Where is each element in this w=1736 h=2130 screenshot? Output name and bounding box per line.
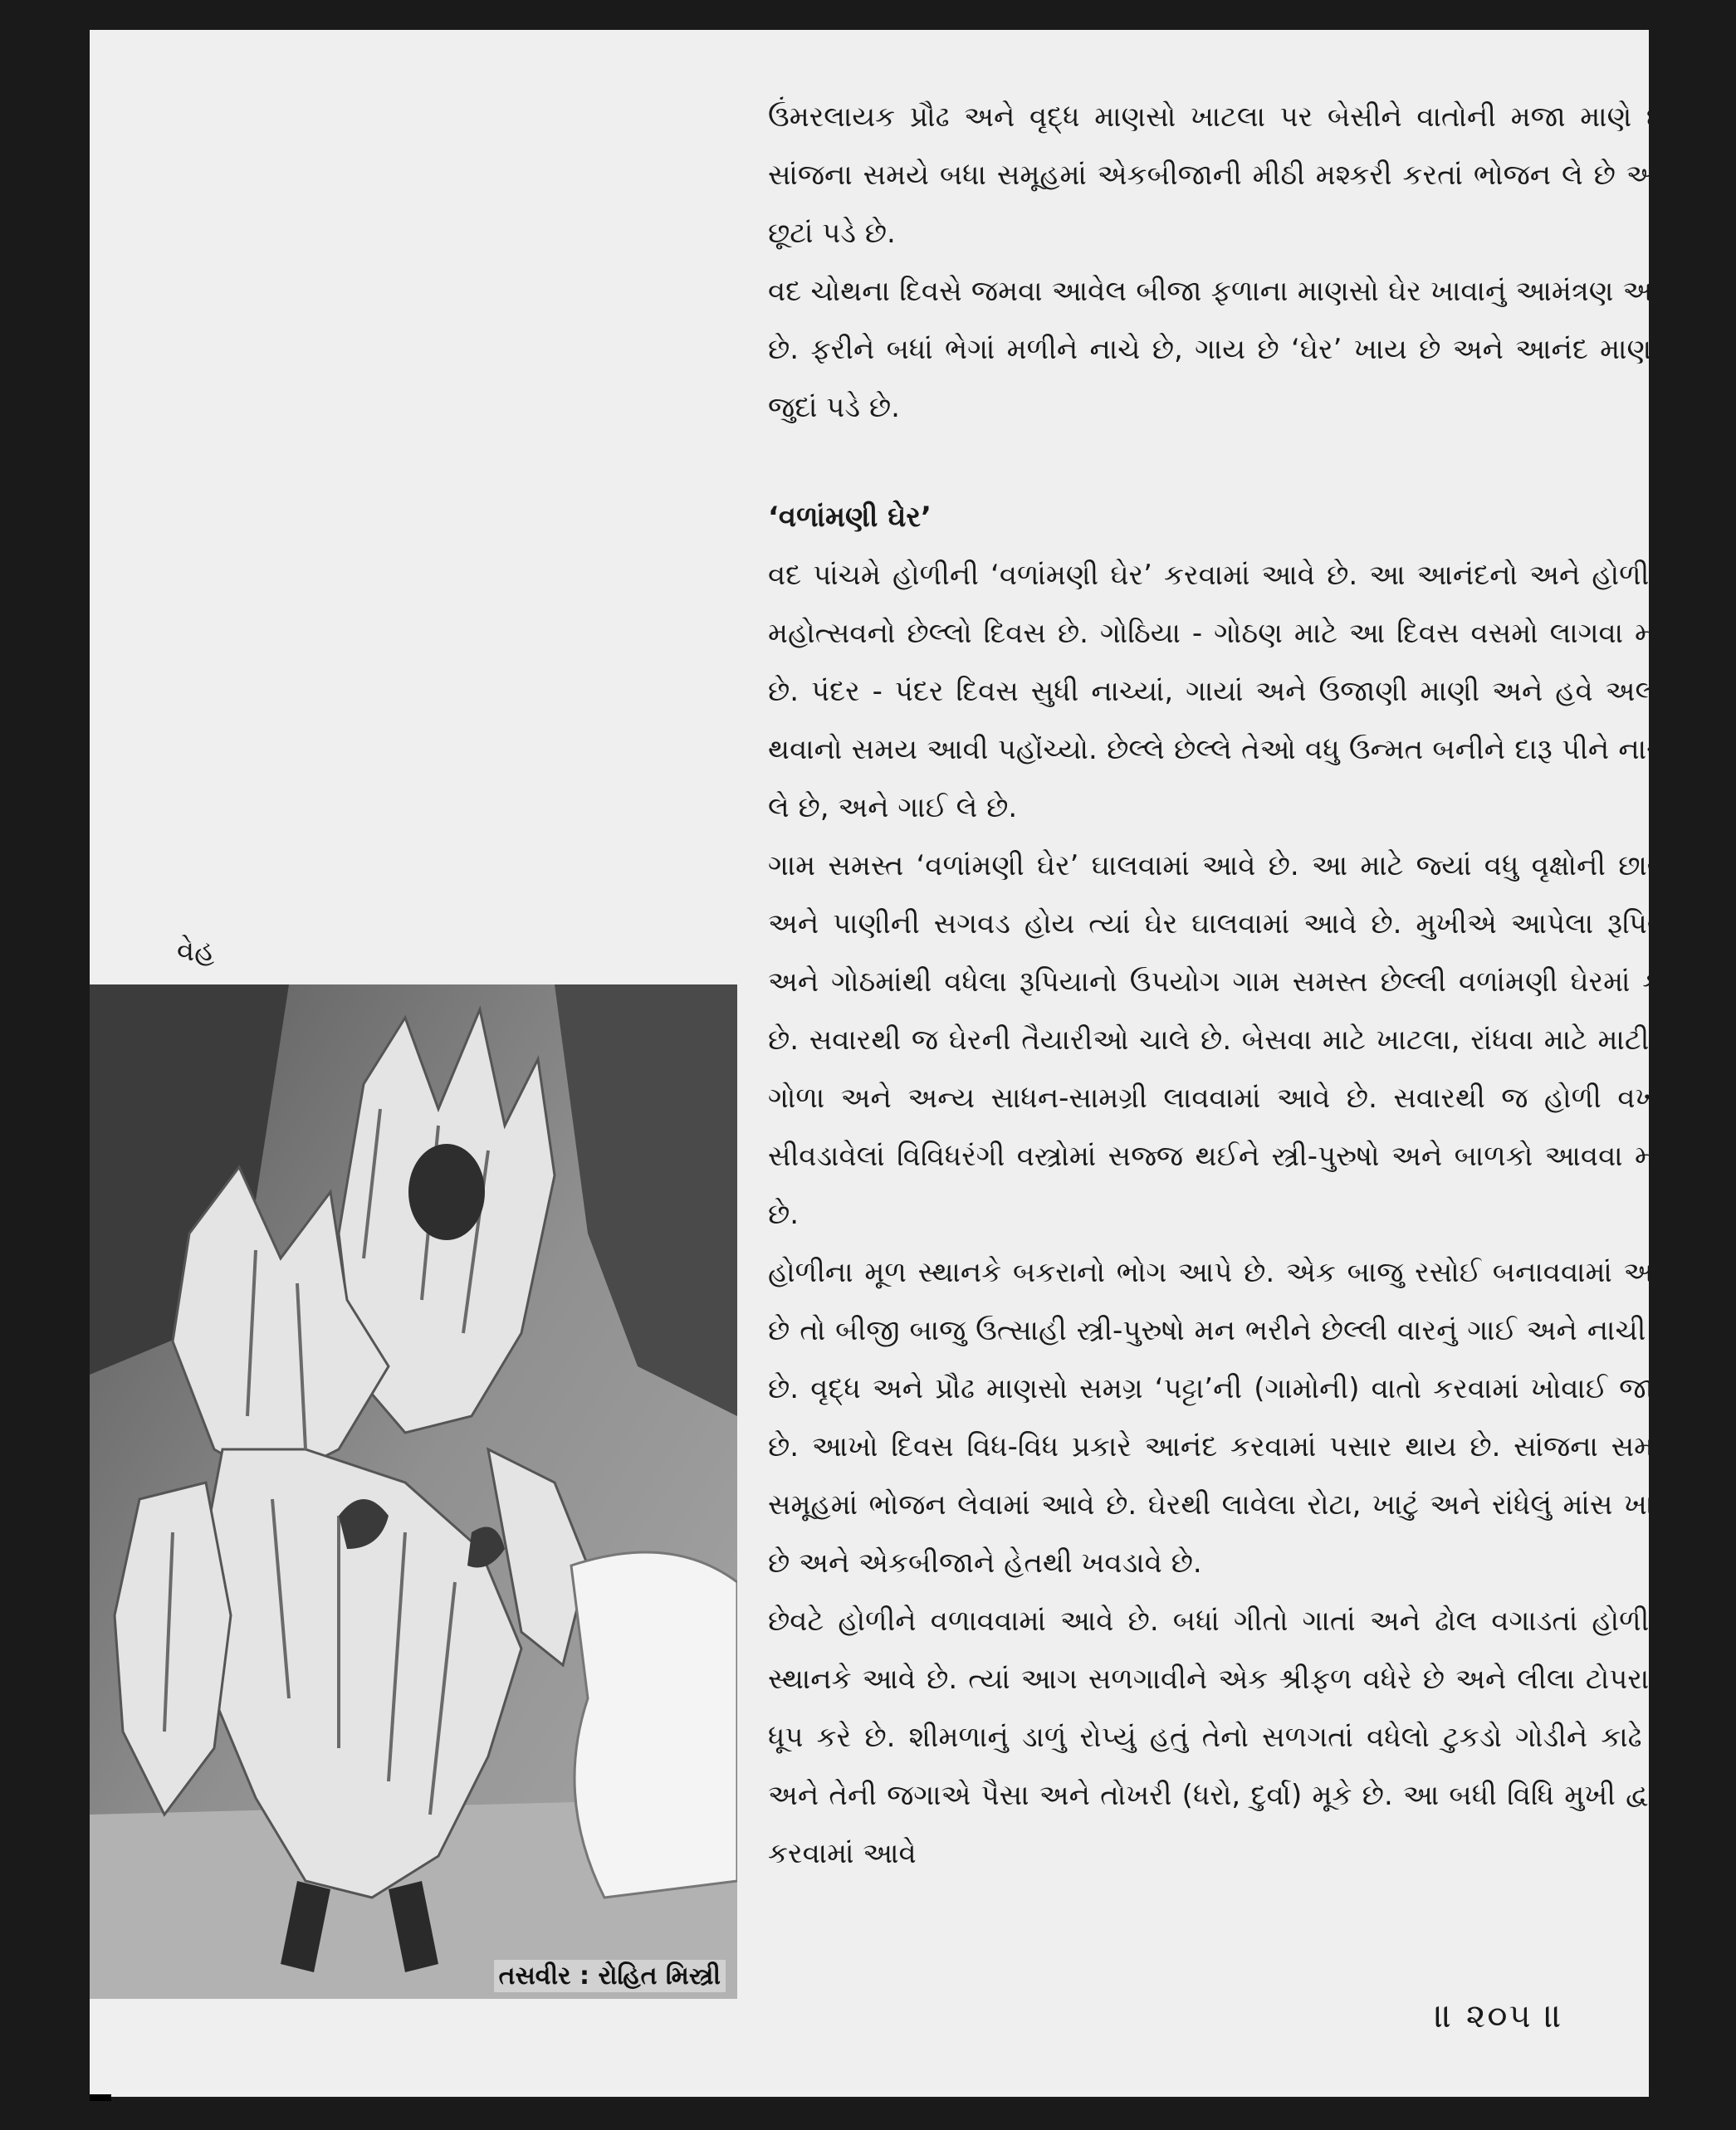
paragraph-4: ગામ સમસ્ત ‘વળાંમણી ઘેર’ ઘાલવામાં આવે છે. આ માટે જ્યાં વધુ વૃક્ષોની છાયા અને પાણીની સગવડ હોય ત્યાં ઘેર ઘાલવામાં આવે છે. મુખીએ આપેલા રૂપિયા અને ગોઠમાંથી વધેલા રૂપિયાનો ઉપયોગ ગામ સમસ્ત છેલ્લી વળાંમણી ઘેરમાં કરે છે. સવારથી જ ઘેરની તૈયારીઓ ચાલે છે. બેસવા માટે ખાટલા, રાંધવા માટે માટીના ગોળા અને અન્ય સાધન-સામગ્રી લાવવામાં આવે છે. સવારથી જ હોળી વખતે સીવડાવેલાં વિવિધરંગી વસ્ત્રોમાં સજ્જ થઈને સ્ત્રી-પુરુષો અને બાળકો આવવા માંડે છે. bbox=[768, 849, 1677, 1231]
paragraph-3: વદ પાંચમે હોળીની ‘વળાંમણી ઘેર’ કરવામાં આવે છે. આ આનંદનો અને હોળીના મહોત્સવનો છેલ્લો દિવસ છે. ગોઠિયા - ગોઠણ માટે આ દિવસ વસમો લાગવા માંડે છે. પંદર - પંદર દિવસ સુધી નાચ્યાં, ગાયાં અને ઉજાણી માણી અને હવે અલગ થવાનો સમય આવી પહોંચ્યો. છેલ્લે છેલ્લે તેઓ વધુ ઉન્મત બનીને દારૂ પીને નાચી લે છે, અને ગાઈ લે છે. bbox=[768, 559, 1677, 824]
paragraph-2: વદ ચોથના દિવસે જમવા આવેલ બીજા ફળાના માણસો ઘેર ખાવાનું આમંત્રણ આપે છે. ફરીને બધાં ભેગાં મળીને નાચે છે, ગાય છે ‘ઘેર’ ખાય છે અને આનંદ માણતા જુદાં પડે છે. bbox=[768, 275, 1677, 424]
photo bbox=[90, 984, 737, 1999]
scan-edge-mark bbox=[90, 2094, 111, 2101]
section-heading: ‘વળાંમણી ઘેર’ bbox=[768, 501, 932, 534]
book-page bbox=[90, 30, 1677, 2097]
text-column bbox=[768, 88, 1677, 1883]
page-number: ॥ ૨૦૫ ॥ bbox=[1435, 1997, 1564, 2035]
photo-credit: તસવીર : રોહિત મિસ્ત્રી bbox=[494, 1960, 726, 1992]
paragraph-6: છેવટે હોળીને વળાવવામાં આવે છે. બધાં ગીતો ગાતાં અને ઢોલ વગાડતાં હોળીના સ્થાનકે આવે છે. ત્યાં આગ સળગાવીને એક શ્રીફળ વધેરે છે અને લીલા ટોપરાનો ધૂપ કરે છે. શીમળાનું ડાળું રોપ્યું હતું તેનો સળગતાં વધેલો ટુકડો ગોડીને કાઢે છે અને તેની જગાએ પૈસા અને તોખરી (ધરો, દુર્વા) મૂકે છે. આ બધી વિધિ મુખી દ્વારા કરવામાં આવે bbox=[768, 1605, 1677, 1870]
paragraph-5: હોળીના મૂળ સ્થાનકે બકરાનો ભોગ આપે છે. એક બાજુ રસોઈ બનાવવામાં આવે છે તો બીજી બાજુ ઉત્સાહી સ્ત્રી-પુરુષો મન ભરીને છેલ્લી વારનું ગાઈ અને નાચી લે છે. વૃદ્ધ અને પ્રૌઢ માણસો સમગ્ર ‘પટ્ટા’ની (ગામોની) વાતો કરવામાં ખોવાઈ જાય છે. આખો દિવસ વિધ-વિધ પ્રકારે આનંદ કરવામાં પસાર થાય છે. સાંજના સમયે સમૂહમાં ભોજન લેવામાં આવે છે. ઘેરથી લાવેલા રોટા, ખાટું અને રાંધેલું માંસ ખાય છે અને એકબીજાને હેતથી ખવડાવે છે. bbox=[768, 1256, 1677, 1580]
photo-caption-label: વેહ bbox=[177, 935, 215, 968]
paragraph-1: ઉંમરલાયક પ્રૌઢ અને વૃદ્ધ માણસો ખાટલા પર બેસીને વાતોની મજા માણે છે. સાંજના સમયે બધા સમૂહમાં એકબીજાની મીઠી મશ્કરી કરતાં ભોજન લે છે અને છૂટાં પડે છે. bbox=[768, 100, 1677, 250]
photo-illustration bbox=[90, 984, 737, 1999]
